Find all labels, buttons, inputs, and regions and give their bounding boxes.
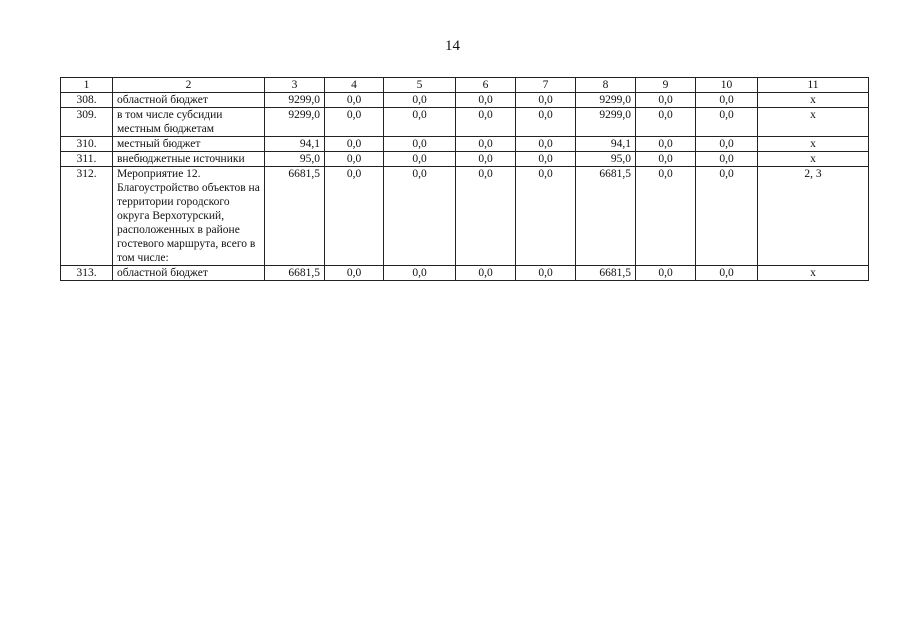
col10-value-cell: 0,0 (696, 93, 758, 108)
col10-value-cell: 0,0 (696, 152, 758, 167)
col7-value-cell: 0,0 (516, 108, 576, 137)
item-name-cell: внебюджетные источники (113, 152, 265, 167)
col7-value-cell: 0,0 (516, 266, 576, 281)
col5-value-cell: 0,0 (384, 108, 456, 137)
col4-value-cell: 0,0 (325, 137, 384, 152)
col11-value-cell: х (758, 93, 869, 108)
item-name-cell: областной бюджет (113, 266, 265, 281)
table-row (61, 266, 869, 281)
row-number-cell: 310. (61, 137, 113, 152)
col3-value-cell: 6681,5 (265, 266, 325, 281)
col6-value-cell: 0,0 (456, 167, 516, 266)
col6-value-cell: 0,0 (456, 93, 516, 108)
col4-value-cell: 0,0 (325, 266, 384, 281)
col4-value-cell: 0,0 (325, 93, 384, 108)
table-row (61, 93, 869, 108)
col9-value-cell: 0,0 (636, 108, 696, 137)
item-name-cell: Мероприятие 12. Благоустройство объектов на территории городского округа Верхотурский, расположенных в районе гостевого маршрута, всего в том числе: (113, 167, 265, 266)
item-name-cell: областной бюджет (113, 93, 265, 108)
col10-value-cell: 0,0 (696, 167, 758, 266)
column-header: 1 (61, 78, 113, 93)
col5-value-cell: 0,0 (384, 93, 456, 108)
col3-value-cell: 94,1 (265, 137, 325, 152)
col8-value-cell: 9299,0 (576, 93, 636, 108)
col7-value-cell: 0,0 (516, 93, 576, 108)
table-body (61, 93, 869, 281)
column-header: 8 (576, 78, 636, 93)
col9-value-cell: 0,0 (636, 137, 696, 152)
col11-value-cell: х (758, 152, 869, 167)
col8-value-cell: 6681,5 (576, 167, 636, 266)
col9-value-cell: 0,0 (636, 93, 696, 108)
col3-value-cell: 9299,0 (265, 108, 325, 137)
item-name-cell: местный бюджет (113, 137, 265, 152)
col9-value-cell: 0,0 (636, 167, 696, 266)
col6-value-cell: 0,0 (456, 108, 516, 137)
column-header: 10 (696, 78, 758, 93)
column-header: 6 (456, 78, 516, 93)
column-header: 7 (516, 78, 576, 93)
col10-value-cell: 0,0 (696, 266, 758, 281)
col9-value-cell: 0,0 (636, 152, 696, 167)
table-row (61, 137, 869, 152)
column-header: 5 (384, 78, 456, 93)
row-number-cell: 313. (61, 266, 113, 281)
col6-value-cell: 0,0 (456, 137, 516, 152)
col10-value-cell: 0,0 (696, 108, 758, 137)
col6-value-cell: 0,0 (456, 266, 516, 281)
col3-value-cell: 9299,0 (265, 93, 325, 108)
row-number-cell: 311. (61, 152, 113, 167)
col3-value-cell: 6681,5 (265, 167, 325, 266)
col5-value-cell: 0,0 (384, 167, 456, 266)
budget-table (60, 77, 869, 281)
col8-value-cell: 95,0 (576, 152, 636, 167)
column-header: 3 (265, 78, 325, 93)
col4-value-cell: 0,0 (325, 108, 384, 137)
col11-value-cell: х (758, 108, 869, 137)
col7-value-cell: 0,0 (516, 167, 576, 266)
col4-value-cell: 0,0 (325, 152, 384, 167)
col5-value-cell: 0,0 (384, 266, 456, 281)
col8-value-cell: 9299,0 (576, 108, 636, 137)
col7-value-cell: 0,0 (516, 152, 576, 167)
col5-value-cell: 0,0 (384, 152, 456, 167)
column-header: 4 (325, 78, 384, 93)
table-header-row (61, 78, 869, 93)
table-row (61, 167, 869, 266)
page-number: 14 (445, 38, 460, 54)
col8-value-cell: 94,1 (576, 137, 636, 152)
column-header: 9 (636, 78, 696, 93)
col8-value-cell: 6681,5 (576, 266, 636, 281)
col4-value-cell: 0,0 (325, 167, 384, 266)
row-number-cell: 312. (61, 167, 113, 266)
item-name-cell: в том числе субсидии местным бюджетам (113, 108, 265, 137)
col3-value-cell: 95,0 (265, 152, 325, 167)
col11-value-cell: х (758, 266, 869, 281)
col11-value-cell: 2, 3 (758, 167, 869, 266)
col5-value-cell: 0,0 (384, 137, 456, 152)
col7-value-cell: 0,0 (516, 137, 576, 152)
row-number-cell: 308. (61, 93, 113, 108)
row-number-cell: 309. (61, 108, 113, 137)
column-header: 2 (113, 78, 265, 93)
table-row (61, 108, 869, 137)
table-row (61, 152, 869, 167)
col11-value-cell: х (758, 137, 869, 152)
col9-value-cell: 0,0 (636, 266, 696, 281)
col10-value-cell: 0,0 (696, 137, 758, 152)
column-header: 11 (758, 78, 869, 93)
col6-value-cell: 0,0 (456, 152, 516, 167)
